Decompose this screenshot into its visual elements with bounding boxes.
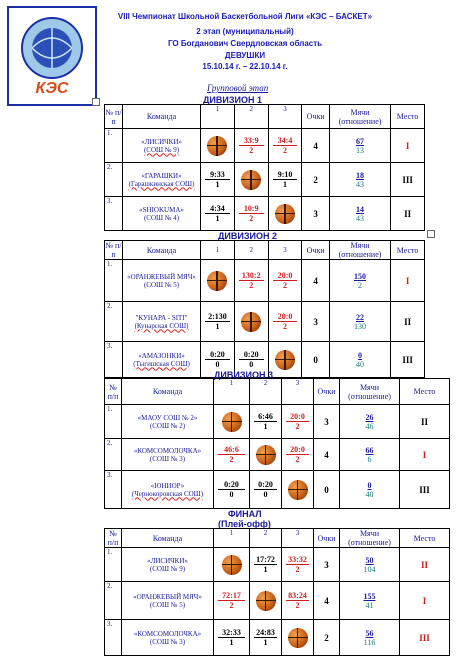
balls-scored: 66 bbox=[365, 445, 374, 455]
self-cell bbox=[268, 197, 302, 231]
col-3: 3 bbox=[282, 379, 314, 405]
balls-cell bbox=[340, 582, 400, 620]
col-1: 1 bbox=[214, 379, 250, 405]
team-school: (Гарашкинская СОШ) bbox=[128, 179, 195, 188]
team-name: «SHIOKUMA» bbox=[139, 205, 184, 214]
balls-conceded: 130 bbox=[354, 321, 367, 331]
score-value: 9:33 bbox=[205, 170, 230, 180]
balls-scored: 0 bbox=[358, 350, 363, 360]
basketball-icon bbox=[288, 628, 308, 648]
team-cell bbox=[122, 471, 214, 509]
score-cell bbox=[282, 548, 314, 582]
league-logo bbox=[7, 6, 97, 106]
balls-scored: 50 bbox=[365, 555, 374, 565]
score-cell bbox=[234, 129, 268, 163]
balls-conceded: 40 bbox=[356, 359, 365, 369]
row-num: 2. bbox=[105, 163, 123, 197]
team-name: «АМАЗОНКИ» bbox=[138, 351, 185, 360]
division-1-title: ДИВИЗИОН 1 bbox=[203, 95, 262, 105]
col-place: Место bbox=[391, 105, 425, 129]
score-value: 33:32 bbox=[286, 555, 309, 565]
score-value: 130:2 bbox=[239, 271, 264, 281]
col-3: 3 bbox=[268, 241, 302, 260]
balls-cell bbox=[340, 471, 400, 509]
team-cell bbox=[122, 548, 214, 582]
col-2: 2 bbox=[234, 105, 268, 129]
score-cell bbox=[268, 302, 302, 342]
place-cell: II bbox=[400, 548, 450, 582]
points-cell: 2 bbox=[302, 163, 329, 197]
self-cell bbox=[201, 129, 235, 163]
col-3: 3 bbox=[268, 105, 302, 129]
row-num: 2. bbox=[105, 439, 122, 471]
team-name: «ГАРАШКИ» bbox=[141, 171, 182, 180]
basketball-icon bbox=[207, 271, 227, 291]
header-stage: 2 этап (муниципальный) bbox=[196, 27, 294, 36]
score-value: 0:20 bbox=[239, 350, 264, 360]
resize-handle[interactable] bbox=[427, 230, 435, 238]
score-value: 6:46 bbox=[254, 412, 277, 422]
place-cell: III bbox=[391, 163, 425, 197]
division-3-table bbox=[104, 378, 450, 509]
score-points: 2 bbox=[229, 601, 234, 610]
col-points: Очки bbox=[314, 379, 340, 405]
score-value: 32:33 bbox=[218, 628, 245, 638]
team-school: (СОШ № 3) bbox=[149, 454, 186, 463]
col-balls: Мячи (отношение) bbox=[329, 105, 390, 129]
score-cell bbox=[250, 620, 282, 656]
score-value: 0:20 bbox=[205, 350, 230, 360]
team-cell bbox=[122, 582, 214, 620]
final-subtitle: (Плей-офф) bbox=[218, 519, 271, 529]
balls-conceded: 104 bbox=[363, 564, 376, 574]
place-cell: I bbox=[391, 260, 425, 302]
col-place: Место bbox=[391, 241, 425, 260]
team-cell bbox=[122, 302, 200, 342]
team-school: (СОШ № 3) bbox=[149, 637, 186, 646]
score-cell bbox=[201, 163, 235, 197]
team-name: «МАОУ СОШ № 2» bbox=[137, 413, 198, 422]
team-name: «КОМСОМОЛОЧКА» bbox=[133, 446, 202, 455]
team-school: (Кунарская СОШ) bbox=[134, 321, 189, 330]
team-cell bbox=[122, 260, 200, 302]
division-2-title: ДИВИЗИОН 2 bbox=[218, 231, 277, 241]
row-num: 2. bbox=[105, 582, 122, 620]
table-row bbox=[105, 548, 450, 582]
place-cell: II bbox=[391, 197, 425, 231]
self-cell bbox=[201, 260, 235, 302]
balls-cell bbox=[329, 129, 390, 163]
team-school: (СОШ № 5) bbox=[143, 280, 180, 289]
col-1: 1 bbox=[201, 105, 235, 129]
balls-conceded: 43 bbox=[356, 213, 365, 223]
col-balls: Мячи (отношение) bbox=[340, 529, 400, 548]
score-points: 1 bbox=[215, 180, 220, 189]
score-points: 0 bbox=[215, 360, 220, 369]
col-team: Команда bbox=[122, 529, 214, 548]
score-points: 2 bbox=[295, 565, 300, 574]
balls-conceded: 46 bbox=[365, 421, 374, 431]
header-location: ГО Богданович Свердловская область bbox=[167, 39, 323, 48]
score-value: 34:4 bbox=[273, 136, 298, 146]
balls-cell bbox=[329, 197, 390, 231]
score-cell bbox=[214, 620, 250, 656]
team-school: (Чернокоровская СОШ) bbox=[131, 489, 204, 498]
row-num: 3. bbox=[105, 620, 122, 656]
col-points: Очки bbox=[314, 529, 340, 548]
row-num: 1. bbox=[105, 548, 122, 582]
team-school: (СОШ № 9) bbox=[143, 145, 180, 154]
score-points: 2 bbox=[295, 455, 300, 464]
points-cell: 0 bbox=[302, 342, 329, 378]
score-points: 1 bbox=[263, 565, 268, 574]
score-points: 2 bbox=[249, 214, 254, 223]
table-row bbox=[105, 163, 425, 197]
resize-handle[interactable] bbox=[92, 98, 100, 106]
score-points: 1 bbox=[215, 322, 220, 331]
score-cell bbox=[282, 439, 314, 471]
table-row bbox=[105, 620, 450, 656]
self-cell bbox=[214, 548, 250, 582]
team-cell bbox=[122, 129, 200, 163]
team-cell bbox=[122, 197, 200, 231]
balls-cell bbox=[340, 548, 400, 582]
score-value: 0:20 bbox=[218, 480, 245, 490]
col-place: Место bbox=[400, 529, 450, 548]
col-3: 3 bbox=[282, 529, 314, 548]
col-team: Команда bbox=[122, 105, 200, 129]
col-team: Команда bbox=[122, 241, 200, 260]
col-balls: Мячи (отношение) bbox=[340, 379, 400, 405]
division-2-table bbox=[104, 240, 425, 378]
division-1-table bbox=[104, 104, 425, 231]
place-cell: I bbox=[400, 439, 450, 471]
balls-scored: 67 bbox=[356, 136, 365, 146]
team-name: «ОРАНЖЕВЫЙ МЯЧ» bbox=[133, 592, 202, 601]
self-cell bbox=[250, 582, 282, 620]
score-cell bbox=[282, 582, 314, 620]
score-cell bbox=[201, 302, 235, 342]
col-place: Место bbox=[400, 379, 450, 405]
balls-cell bbox=[329, 163, 390, 197]
score-value: 0:20 bbox=[254, 480, 277, 490]
score-points: 0 bbox=[229, 490, 234, 499]
header-title: VIII Чемпионат Школьной Баскетбольной Лиги «КЭС – БАСКЕТ» bbox=[117, 12, 373, 21]
self-cell bbox=[282, 471, 314, 509]
self-cell bbox=[250, 439, 282, 471]
points-cell: 3 bbox=[302, 197, 329, 231]
score-value: 24:83 bbox=[254, 628, 277, 638]
score-points: 0 bbox=[249, 360, 254, 369]
points-cell: 3 bbox=[314, 548, 340, 582]
col-num: № п/п bbox=[105, 529, 122, 548]
score-points: 1 bbox=[263, 638, 268, 647]
balls-scored: 22 bbox=[356, 312, 365, 322]
score-value: 20:0 bbox=[286, 445, 309, 455]
score-points: 1 bbox=[215, 214, 220, 223]
score-cell bbox=[214, 439, 250, 471]
table-row bbox=[105, 582, 450, 620]
balls-cell bbox=[329, 260, 390, 302]
col-2: 2 bbox=[234, 241, 268, 260]
basketball-icon bbox=[207, 136, 227, 156]
basketball-icon bbox=[222, 412, 242, 432]
row-num: 3. bbox=[105, 471, 122, 509]
col-balls: Мячи (отношение) bbox=[329, 241, 390, 260]
score-value: 83:24 bbox=[286, 591, 309, 601]
place-cell: III bbox=[391, 342, 425, 378]
place-cell: III bbox=[400, 471, 450, 509]
basketball-icon bbox=[241, 170, 261, 190]
header-dates: 15.10.14 г. – 22.10.14 г. bbox=[202, 62, 288, 71]
team-name: "КУНАРА - SITI" bbox=[135, 313, 188, 322]
score-cell bbox=[214, 471, 250, 509]
group-stage-label: Групповой этап bbox=[207, 83, 269, 93]
team-cell bbox=[122, 439, 214, 471]
score-value: 4:34 bbox=[205, 204, 230, 214]
score-points: 1 bbox=[263, 422, 268, 431]
place-cell: II bbox=[400, 405, 450, 439]
basketball-icon bbox=[222, 555, 242, 575]
score-points: 0 bbox=[263, 490, 268, 499]
balls-cell bbox=[340, 405, 400, 439]
team-school: (СОШ № 9) bbox=[149, 564, 186, 573]
score-value: 10:9 bbox=[239, 204, 264, 214]
basketball-logo-icon bbox=[9, 8, 95, 104]
team-cell bbox=[122, 163, 200, 197]
balls-cell bbox=[329, 302, 390, 342]
balls-scored: 18 bbox=[356, 170, 365, 180]
points-cell: 4 bbox=[314, 582, 340, 620]
col-1: 1 bbox=[201, 241, 235, 260]
score-points: 2 bbox=[249, 281, 254, 290]
score-points: 2 bbox=[295, 601, 300, 610]
points-cell: 0 bbox=[314, 471, 340, 509]
place-cell: III bbox=[400, 620, 450, 656]
col-2: 2 bbox=[250, 529, 282, 548]
score-value: 17:72 bbox=[254, 555, 277, 565]
self-cell bbox=[234, 163, 268, 197]
col-num: № п/п bbox=[105, 241, 122, 259]
balls-cell bbox=[340, 620, 400, 656]
score-value: 20:0 bbox=[273, 312, 298, 322]
score-points: 2 bbox=[283, 322, 288, 331]
score-cell bbox=[268, 129, 302, 163]
score-value: 9:10 bbox=[273, 170, 298, 180]
table-row bbox=[105, 260, 425, 302]
division-3-title: ДИВИЗИОН 3 bbox=[214, 370, 273, 380]
col-num: № п/п bbox=[105, 379, 122, 405]
row-num: 2. bbox=[105, 302, 123, 342]
points-cell: 4 bbox=[302, 129, 329, 163]
score-points: 2 bbox=[283, 281, 288, 290]
team-name: «ОРАНЖЕВЫЙ МЯЧ» bbox=[127, 272, 196, 281]
table-row bbox=[105, 439, 450, 471]
final-table bbox=[104, 528, 450, 656]
row-num: 1. bbox=[105, 129, 123, 163]
score-value: 20:0 bbox=[286, 412, 309, 422]
score-cell bbox=[250, 471, 282, 509]
score-points: 2 bbox=[229, 455, 234, 464]
balls-scored: 155 bbox=[363, 591, 376, 601]
score-cell bbox=[250, 548, 282, 582]
balls-scored: 0 bbox=[367, 480, 372, 490]
col-2: 2 bbox=[250, 379, 282, 405]
balls-conceded: 2 bbox=[358, 280, 363, 290]
team-name: «ЮНИОР» bbox=[150, 481, 185, 490]
team-school: (СОШ № 5) bbox=[149, 600, 186, 609]
score-cell bbox=[214, 582, 250, 620]
table-row bbox=[105, 405, 450, 439]
balls-conceded: 13 bbox=[356, 145, 365, 155]
score-points: 1 bbox=[283, 180, 288, 189]
col-1: 1 bbox=[214, 529, 250, 548]
basketball-icon bbox=[256, 591, 276, 611]
balls-scored: 56 bbox=[365, 628, 374, 638]
row-num: 3. bbox=[105, 197, 123, 231]
score-cell bbox=[201, 197, 235, 231]
score-value: 20:0 bbox=[273, 271, 298, 281]
row-num: 3. bbox=[105, 342, 123, 378]
team-school: (Тыгишская СОШ) bbox=[133, 359, 190, 368]
place-cell: I bbox=[391, 129, 425, 163]
score-value: 46:6 bbox=[218, 445, 245, 455]
table-row bbox=[105, 302, 425, 342]
points-cell: 4 bbox=[302, 260, 329, 302]
final-title: ФИНАЛ bbox=[228, 509, 262, 519]
team-name: «ЛИСИЧКИ» bbox=[147, 556, 188, 565]
score-cell bbox=[282, 405, 314, 439]
balls-conceded: 41 bbox=[365, 600, 374, 610]
self-cell bbox=[214, 405, 250, 439]
basketball-icon bbox=[275, 204, 295, 224]
balls-conceded: 43 bbox=[356, 179, 365, 189]
basketball-icon bbox=[256, 445, 276, 465]
balls-scored: 26 bbox=[365, 412, 374, 422]
score-cell bbox=[234, 197, 268, 231]
balls-scored: 150 bbox=[354, 271, 367, 281]
self-cell bbox=[268, 342, 302, 378]
col-points: Очки bbox=[302, 105, 329, 129]
balls-cell bbox=[340, 439, 400, 471]
balls-conceded: 40 bbox=[365, 489, 374, 499]
header-gender: ДЕВУШКИ bbox=[224, 51, 266, 60]
place-cell: II bbox=[391, 302, 425, 342]
balls-conceded: 6 bbox=[367, 454, 372, 464]
score-value: 33:9 bbox=[239, 136, 264, 146]
row-num: 1. bbox=[105, 260, 123, 302]
points-cell: 2 bbox=[314, 620, 340, 656]
table-row bbox=[105, 471, 450, 509]
team-cell bbox=[122, 405, 214, 439]
score-value: 72:17 bbox=[218, 591, 245, 601]
score-points: 2 bbox=[249, 146, 254, 155]
team-name: «ЛИСИЧКИ» bbox=[141, 137, 182, 146]
table-row bbox=[105, 197, 425, 231]
col-points: Очки bbox=[302, 241, 329, 260]
score-value: 2:130 bbox=[205, 312, 230, 322]
points-cell: 4 bbox=[314, 439, 340, 471]
team-school: (СОШ № 4) bbox=[143, 213, 180, 222]
team-school: (СОШ № 2) bbox=[149, 421, 186, 430]
team-cell bbox=[122, 620, 214, 656]
svg-text:КЭС: КЭС bbox=[35, 80, 69, 97]
score-points: 2 bbox=[295, 422, 300, 431]
score-cell bbox=[250, 405, 282, 439]
balls-cell bbox=[329, 342, 390, 378]
basketball-icon bbox=[241, 312, 261, 332]
team-cell bbox=[122, 342, 200, 378]
row-num: 1. bbox=[105, 405, 122, 439]
score-cell bbox=[234, 260, 268, 302]
place-cell: I bbox=[400, 582, 450, 620]
balls-scored: 14 bbox=[356, 204, 365, 214]
score-cell bbox=[268, 163, 302, 197]
team-name: «КОМСОМОЛОЧКА» bbox=[133, 629, 202, 638]
basketball-icon bbox=[288, 480, 308, 500]
self-cell bbox=[234, 302, 268, 342]
self-cell bbox=[282, 620, 314, 656]
points-cell: 3 bbox=[302, 302, 329, 342]
score-points: 2 bbox=[283, 146, 288, 155]
table-row bbox=[105, 129, 425, 163]
col-num: № п/п bbox=[105, 105, 123, 129]
balls-conceded: 116 bbox=[363, 637, 376, 647]
basketball-icon bbox=[275, 350, 295, 370]
score-cell bbox=[268, 260, 302, 302]
points-cell: 3 bbox=[314, 405, 340, 439]
col-team: Команда bbox=[122, 379, 214, 405]
score-points: 1 bbox=[229, 638, 234, 647]
